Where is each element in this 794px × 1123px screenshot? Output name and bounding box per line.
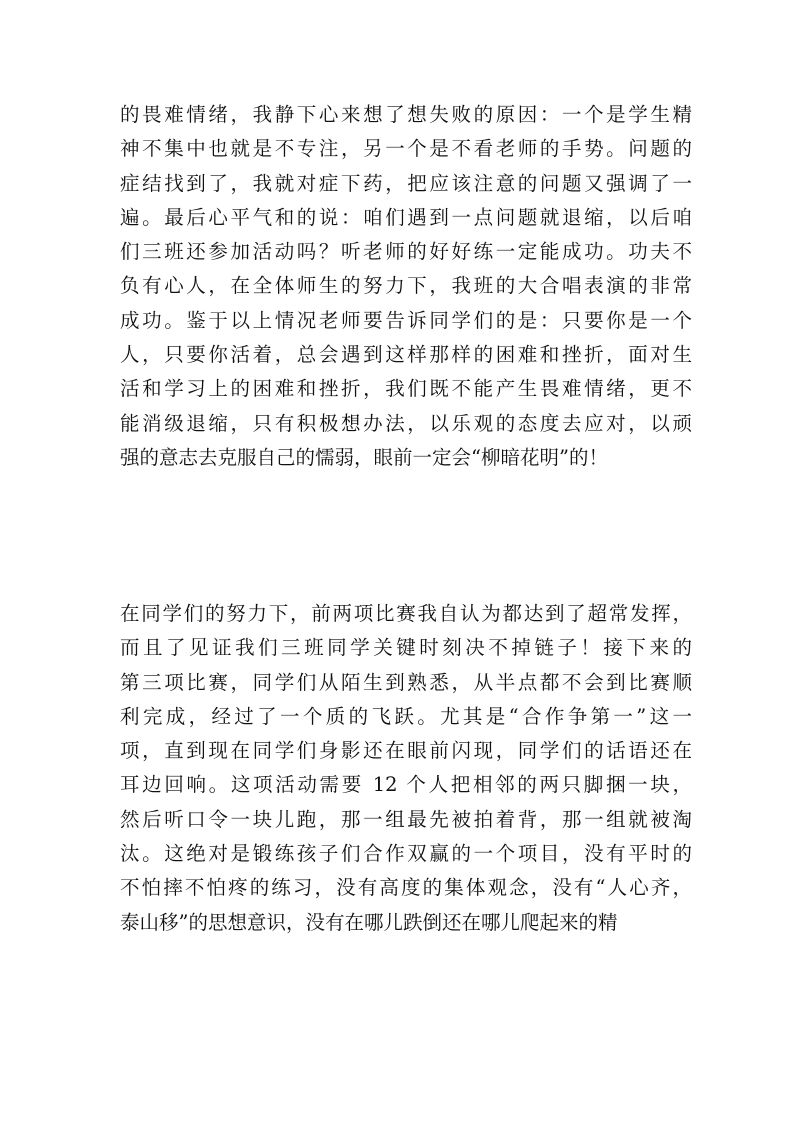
text-line: 利完成，经过了一个质的飞跃。尤其是“合作争第一”这一 xyxy=(120,704,692,728)
paragraph-2 xyxy=(120,597,692,940)
text-line: 耳边回响。这项活动需要 12 个人把相邻的两只脚捆一块， xyxy=(120,773,692,797)
text-line: 们三班还参加活动吗？听老师的好好练一定能成功。功夫不 xyxy=(120,240,692,264)
text-line: 能消级退缩，只有积极想办法，以乐观的态度去应对，以顽 xyxy=(120,411,692,435)
text-line: 神不集中也就是不专注，另一个是不看老师的手势。问题的 xyxy=(120,137,692,161)
text-line: 的畏难情绪，我静下心来想了想失败的原因：一个是学生精 xyxy=(120,103,692,126)
text-line: 项，直到现在同学们身影还在眼前闪现，同学们的话语还在 xyxy=(120,739,692,763)
text-line: 遍。最后心平气和的说：咱们遇到一点问题就退缩，以后咱 xyxy=(120,205,692,229)
text-line: 泰山移”的思想意识，没有在哪儿跌倒还在哪儿爬起来的精 xyxy=(120,910,618,934)
text-line: 症结找到了，我就对症下药，把应该注意的问题又强调了一 xyxy=(120,171,692,195)
text-line: 第三项比赛，同学们从陌生到熟悉，从半点都不会到比赛顺 xyxy=(120,670,692,694)
text-line: 然后听口令一块儿跑，那一组最先被拍着背，那一组就被淘 xyxy=(120,807,692,831)
text-line: 成功。鉴于以上情况老师要告诉同学们的是：只要你是一个 xyxy=(120,308,692,332)
paragraph-1 xyxy=(120,98,692,475)
text-line: 汰。这绝对是锻练孩子们合作双赢的一个项目，没有平时的 xyxy=(120,842,692,866)
text-line: 负有心人，在全体师生的努力下，我班的大合唱表演的非常 xyxy=(120,274,692,298)
text-line: 人，只要你活着，总会遇到这样那样的困难和挫折，面对生 xyxy=(120,343,692,367)
text-line: 活和学习上的困难和挫折，我们既不能产生畏难情绪，更不 xyxy=(120,377,692,401)
text-line: 而且了见证我们三班同学关键时刻决不掉链子！接下来的 xyxy=(120,636,692,660)
text-line: 不怕摔不怕疼的练习，没有高度的集体观念，没有“人心齐， xyxy=(120,876,692,900)
text-line: 在同学们的努力下，前两项比赛我自认为都达到了超常发挥， xyxy=(120,602,692,625)
text-line: 强的意志去克服自己的懦弱，眼前一定会“柳暗花明”的！ xyxy=(120,445,608,469)
